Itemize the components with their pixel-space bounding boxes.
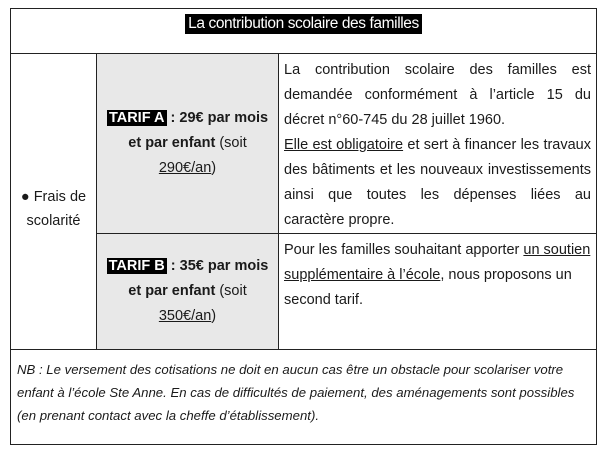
tarif-a-description-p1: La contribution scolaire des familles est demandée conformément à l’article 15 du décret n°60-745 du 28 juillet 1960.: [284, 62, 591, 128]
footnote: NB : Le versement des cotisations ne doit en aucun cas être un obstacle pour scolariser votre enfant à l’école Ste Anne. En cas de difficultés de paiement, des aménagements sont possibles (en prenant contact avec la cheffe d’établissement).: [17, 362, 575, 423]
table-title-row: [11, 9, 596, 54]
row-label: [11, 171, 96, 233]
tarif-b-description-post: , nous proposons un second tarif.: [284, 267, 572, 308]
tarif-a-post: ): [211, 160, 217, 176]
tarif-b-post: ): [211, 308, 217, 324]
tarif-b-description-cell: [279, 234, 596, 350]
tarif-a-price: : 29€ par mois et par enfant: [128, 110, 269, 151]
tarif-a-tag: TARIF A: [108, 110, 165, 126]
tarif-a-description-cell: [279, 54, 596, 234]
tarif-a-text: [100, 106, 276, 181]
tarif-b-cell: [97, 234, 279, 350]
tarif-b-price: : 35€ par mois et par enfant: [128, 258, 269, 299]
obligatoire-underlined: Elle est obligatoire: [284, 137, 404, 153]
tarif-b-text: [100, 254, 276, 329]
tarif-b-yearly: 350€/an: [158, 308, 212, 324]
tarif-b-pre: (soit: [215, 283, 247, 299]
tarif-a-pre: (soit: [215, 135, 247, 151]
tarif-a-cell: [97, 54, 279, 234]
tarif-a-description-p2-rest: et sert à financer les travaux des bâtiments et les nouveaux investissements ainsi que toutes les dépenses liées au caractère propre.: [284, 137, 591, 228]
row-label-cell: [11, 54, 97, 350]
table-title: La contribution scolaire des familles: [185, 14, 422, 34]
tarif-b-tag: TARIF B: [108, 258, 165, 274]
tarif-a-description-p2: [284, 133, 591, 233]
tarif-b-description: [284, 238, 591, 313]
bullet-icon: ●: [20, 188, 30, 205]
soutien-underlined: un soutien supplémentaire à l’école: [284, 242, 591, 283]
tarif-a-yearly: 290€/an: [158, 160, 212, 176]
tarif-b-description-pre: Pour les familles souhaitant apporter: [284, 242, 524, 258]
row-label-text: Frais de scolarité: [26, 188, 87, 229]
contribution-table: [10, 8, 597, 445]
